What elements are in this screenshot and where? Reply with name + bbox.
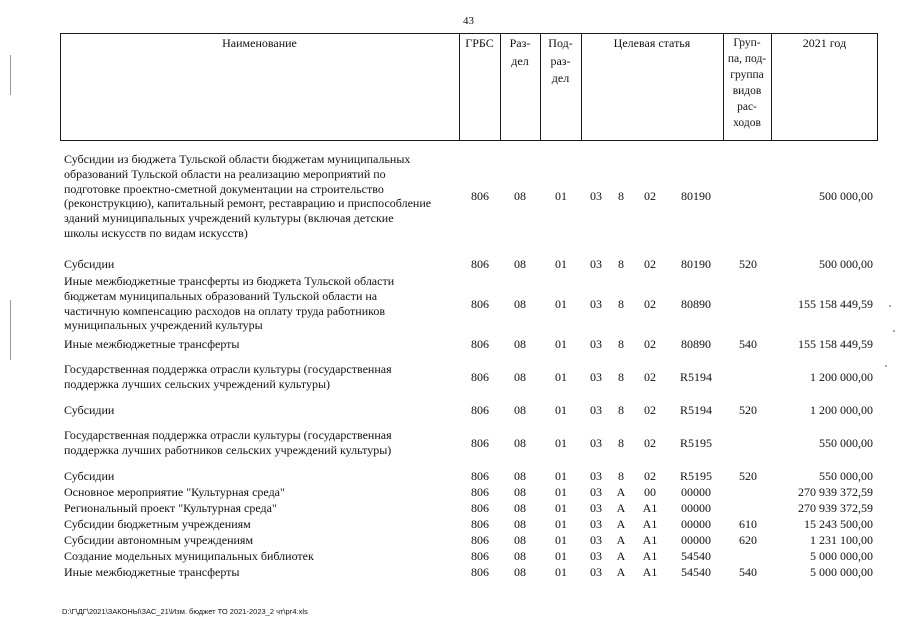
cell-target-event: 02 [644,403,656,418]
cell-target-program: 03 [590,296,602,311]
cell-name: Субсидии [64,469,115,483]
cell-target-program: 03 [590,501,602,516]
cell-grbs: 806 [471,549,489,564]
table-row [0,152,905,241]
cell-target-event: 02 [644,257,656,272]
cell-target-event: 02 [644,296,656,311]
cell-podrazdel: 01 [555,296,567,311]
cell-target-subprogram: 8 [618,469,624,484]
cell-name: Субсидии [64,403,115,417]
table-row [0,485,905,500]
cell-amount-2021: 1 231 100,00 [810,533,873,548]
cell-name: Государственная поддержка отрасли культуры (государственная поддержка лучших сельских учреждений культуры) [64,362,392,391]
cell-target-program: 03 [590,337,602,352]
cell-razdel: 08 [514,369,526,384]
cell-amount-2021: 270 939 372,59 [798,501,873,516]
cell-grbs: 806 [471,517,489,532]
cell-razdel: 08 [514,403,526,418]
cell-podrazdel: 01 [555,403,567,418]
cell-target-program: 03 [590,257,602,272]
header-year-2021: 2021 год [802,36,847,50]
header-expense-group: Груп- па, под- группа видов рас- ходов [727,37,767,129]
table-row [0,533,905,548]
cell-target-direction: 54540 [681,549,711,564]
cell-target-subprogram: А [616,565,626,580]
cell-target-event: 02 [644,337,656,352]
cell-target-event: 00 [644,485,656,500]
cell-target-direction: 54540 [681,565,711,580]
table-row [0,565,905,580]
cell-podrazdel: 01 [555,565,567,580]
cell-target-program: 03 [590,469,602,484]
cell-target-direction: R5194 [679,403,712,418]
cell-amount-2021: 500 000,00 [819,257,873,272]
cell-target-program: 03 [590,369,602,384]
cell-target-event: А1 [642,565,658,580]
cell-grbs: 806 [471,296,489,311]
cell-expense-group: 520 [739,469,757,484]
cell-amount-2021: 550 000,00 [819,435,873,450]
cell-target-subprogram: 8 [618,435,624,450]
cell-target-direction: 80890 [681,337,711,352]
cell-target-subprogram: 8 [618,257,624,272]
cell-amount-2021: 155 158 449,59 [798,337,873,352]
cell-target-direction: R5195 [679,435,712,450]
cell-podrazdel: 01 [555,533,567,548]
cell-podrazdel: 01 [555,501,567,516]
table-row [0,549,905,564]
cell-expense-group: 540 [739,337,757,352]
cell-target-direction: R5194 [679,369,712,384]
page-number: 43 [463,15,474,27]
header-name: Наименование [222,36,297,50]
cell-target-program: 03 [590,549,602,564]
header-target-article: Целевая статья [613,36,691,50]
cell-grbs: 806 [471,469,489,484]
cell-name: Иные межбюджетные трансферты [64,565,240,579]
cell-expense-group: 610 [739,517,757,532]
cell-target-program: 03 [590,565,602,580]
cell-name: Государственная поддержка отрасли культуры (государственная поддержка лучших работников сельских учреждений культуры) [64,428,392,457]
cell-amount-2021: 550 000,00 [819,469,873,484]
cell-target-program: 03 [590,189,602,204]
cell-name: Региональный проект "Культурная среда" [64,501,277,515]
cell-grbs: 806 [471,257,489,272]
cell-grbs: 806 [471,435,489,450]
cell-amount-2021: 5 000 000,00 [810,565,873,580]
cell-grbs: 806 [471,485,489,500]
cell-razdel: 08 [514,435,526,450]
table-row [0,257,905,272]
cell-expense-group: 620 [739,533,757,548]
cell-amount-2021: 500 000,00 [819,189,873,204]
cell-grbs: 806 [471,501,489,516]
cell-target-subprogram: 8 [618,403,624,418]
cell-target-subprogram: А [616,533,626,548]
cell-razdel: 08 [514,549,526,564]
cell-grbs: 806 [471,337,489,352]
header-grbs: ГРБС [465,36,494,50]
cell-target-direction: 80190 [681,257,711,272]
cell-grbs: 806 [471,189,489,204]
cell-name: Иные межбюджетные трансферты из бюджета Тульской области бюджетам муниципальных образований Тульской области на частичную компенсацию расходов на оплату труда работников муниципальных учреждений культуры [64,274,395,333]
table-row [0,517,905,532]
cell-razdel: 08 [514,501,526,516]
table-row [0,403,905,418]
cell-razdel: 08 [514,337,526,352]
cell-razdel: 08 [514,469,526,484]
cell-target-direction: 00000 [681,533,711,548]
cell-amount-2021: 1 200 000,00 [810,403,873,418]
cell-podrazdel: 01 [555,485,567,500]
cell-target-event: А1 [642,501,658,516]
cell-razdel: 08 [514,533,526,548]
cell-name: Субсидии из бюджета Тульской области бюджетам муниципальных образований Тульской области на реализацию мероприятий по подготовке проектно-сметной документации на строительство (реконструкцию), капитальный ремонт, реставрацию и приспособление зданий муниципальных учреждений культуры (включая детские школы искусств по видам искусств) [64,152,432,240]
cell-target-subprogram: А [616,485,626,500]
cell-target-direction: R5195 [679,469,712,484]
cell-name: Основное мероприятие "Культурная среда" [64,485,285,499]
cell-razdel: 08 [514,189,526,204]
cell-amount-2021: 155 158 449,59 [798,296,873,311]
cell-name: Субсидии [64,257,115,271]
cell-amount-2021: 5 000 000,00 [810,549,873,564]
cell-target-subprogram: А [616,549,626,564]
cell-target-subprogram: 8 [618,369,624,384]
scan-edge-mark [10,300,11,360]
cell-podrazdel: 01 [555,189,567,204]
cell-target-event: 02 [644,469,656,484]
cell-target-event: А1 [642,549,658,564]
cell-razdel: 08 [514,517,526,532]
cell-grbs: 806 [471,403,489,418]
cell-target-subprogram: 8 [618,337,624,352]
table-row [0,274,905,333]
cell-name: Создание модельных муниципальных библиотек [64,549,314,563]
cell-podrazdel: 01 [555,257,567,272]
table-row [0,428,905,458]
cell-target-event: 02 [644,435,656,450]
cell-razdel: 08 [514,257,526,272]
cell-target-event: 02 [644,189,656,204]
cell-podrazdel: 01 [555,549,567,564]
cell-target-direction: 00000 [681,501,711,516]
scan-edge-mark [10,55,11,95]
cell-target-subprogram: 8 [618,296,624,311]
cell-expense-group: 540 [739,565,757,580]
cell-target-subprogram: А [616,501,626,516]
table-row [0,501,905,516]
cell-razdel: 08 [514,296,526,311]
table-row [0,337,905,352]
cell-amount-2021: 270 939 372,59 [798,485,873,500]
table-row [0,362,905,392]
cell-target-program: 03 [590,485,602,500]
table-row [0,469,905,484]
cell-target-program: 03 [590,517,602,532]
cell-target-event: А1 [642,517,658,532]
cell-amount-2021: 1 200 000,00 [810,369,873,384]
cell-razdel: 08 [514,565,526,580]
cell-expense-group: 520 [739,257,757,272]
cell-podrazdel: 01 [555,517,567,532]
cell-target-direction: 80890 [681,296,711,311]
cell-razdel: 08 [514,485,526,500]
header-razdel: Раз- дел [509,36,531,68]
cell-grbs: 806 [471,565,489,580]
cell-target-event: А1 [642,533,658,548]
cell-target-direction: 80190 [681,189,711,204]
cell-target-subprogram: 8 [618,189,624,204]
cell-grbs: 806 [471,533,489,548]
scan-speck [889,305,891,307]
cell-target-direction: 00000 [681,517,711,532]
cell-grbs: 806 [471,369,489,384]
cell-name: Субсидии бюджетным учреждениям [64,517,251,531]
file-path-footer: D:\Г\ДГ\2021\ЗАКОНЫ\ЗАС_21\Изм. бюджет ТО 2021-2023_2 чт\рг4.xls [62,607,308,616]
cell-target-subprogram: А [616,517,626,532]
cell-target-direction: 00000 [681,485,711,500]
cell-podrazdel: 01 [555,469,567,484]
cell-target-program: 03 [590,403,602,418]
cell-expense-group: 520 [739,403,757,418]
scan-speck [885,365,887,367]
cell-amount-2021: 15 243 500,00 [804,517,873,532]
cell-target-program: 03 [590,435,602,450]
cell-podrazdel: 01 [555,369,567,384]
cell-podrazdel: 01 [555,337,567,352]
scan-speck [893,330,895,332]
cell-name: Иные межбюджетные трансферты [64,337,240,351]
cell-target-event: 02 [644,369,656,384]
cell-target-program: 03 [590,533,602,548]
header-podrazdel: Под- раз- дел [548,36,573,85]
cell-podrazdel: 01 [555,435,567,450]
cell-name: Субсидии автономным учреждениям [64,533,254,547]
